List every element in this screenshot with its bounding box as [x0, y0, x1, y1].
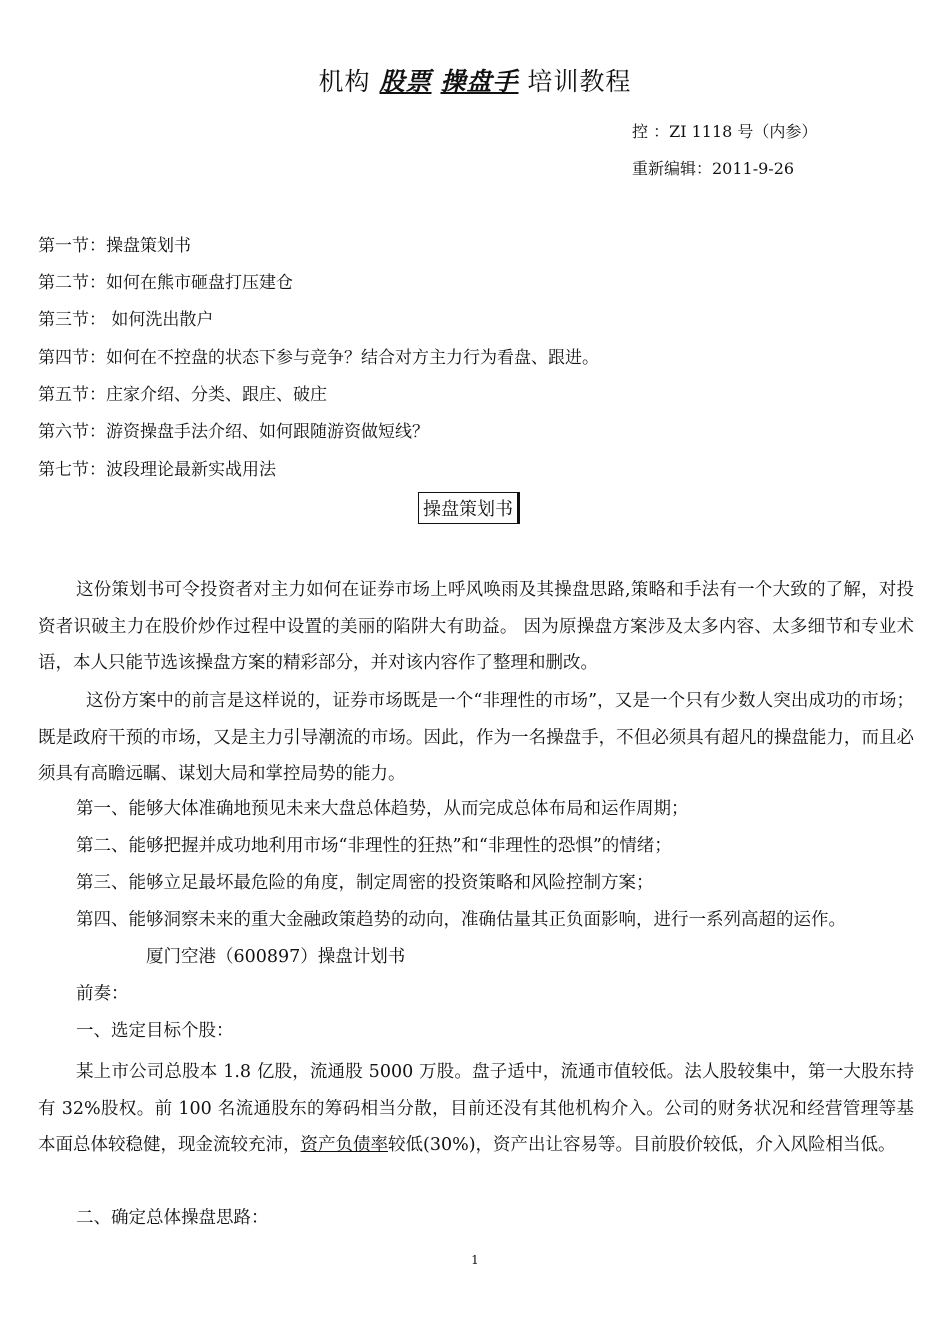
toc-item: 第五节：庄家介绍、分类、跟庄、破庄 — [38, 385, 327, 405]
step1-paragraph — [38, 1054, 914, 1164]
prelude-label: 前奏： — [76, 984, 129, 1004]
debt-ratio-link[interactable]: 资产负债率 — [300, 1135, 388, 1155]
title-suffix: 培训教程 — [518, 67, 632, 96]
toc-item: 第二节：如何在熊市砸盘打压建仓 — [38, 273, 293, 293]
step2-heading: 二、确定总体操盘思路： — [76, 1208, 269, 1228]
step1-text-a: 某上市公司总股本 1.8 亿股，流通股 5000 万股。盘子适中，流通市值较低。法人股较集中，第一大股东持有 32%股权。前 100 名流通股东的筹码相当分散，目前还没有其他机构介入。公司的财务状况和经营管理等基本面总体较稳健，现金流较充沛， — [38, 1062, 914, 1155]
toc-item: 第三节： 如何洗出散户 — [38, 310, 214, 330]
document-title — [0, 62, 950, 98]
document-code: 控 ：ZI 1118 号（内参） — [632, 122, 818, 141]
toc-item: 第四节：如何在不控盘的状态下参与竞争？结合对方主力行为看盘、跟进。 — [38, 348, 599, 368]
toc-item: 第六节：游资操盘手法介绍、如何跟随游资做短线？ — [38, 422, 429, 442]
ability-item: 第三、能够立足最坏最危险的角度，制定周密的投资策略和风险控制方案； — [76, 873, 654, 893]
section-heading-box: 操盘策划书 — [418, 492, 518, 524]
preface-paragraph: 这份方案中的前言是这样说的，证券市场既是一个“非理性的市场”，又是一个只有少数人突出成功的市场；既是政府干预的市场，又是主力引导潮流的市场。因此，作为一名操盘手，不但必须具有超凡的操盘能力，而且必须具有高瞻远瞩、谋划大局和掌控局势的能力。 — [38, 691, 914, 784]
edit-date: 重新编辑：2011-9-26 — [632, 159, 795, 178]
ability-item: 第四、能够洞察未来的重大金融政策趋势的动向，准确估量其正负面影响，进行一系列高超的运作。 — [76, 910, 846, 930]
toc-item: 第七节：波段理论最新实战用法 — [38, 460, 276, 480]
intro-paragraph: 这份策划书可令投资者对主力如何在证券市场上呼风唤雨及其操盘思路,策略和手法有一个大致的了解，对投资者识破主力在股价炒作过程中设置的美丽的陷阱大有助益。 因为原操盘方案涉及太多内容、太多细节和专业术语，本人只能节选该操盘方案的精彩部分，并对该内容作了整理和删改。 — [38, 580, 914, 673]
page-number: 1 — [471, 1253, 479, 1267]
title-highlight-trader: 操盘手 — [440, 67, 519, 96]
toc-item: 第一节：操盘策划书 — [38, 236, 191, 256]
title-prefix: 机构 — [318, 67, 380, 96]
step1-heading: 一、选定目标个股： — [76, 1021, 234, 1041]
step1-text-b: 较低(30%)，资产出让容易等。目前股价较低，介入风险相当低。 — [388, 1135, 896, 1155]
ability-item: 第一、能够大体准确地预见未来大盘总体趋势，从而完成总体布局和运作周期； — [76, 799, 689, 819]
plan-title: 厦门空港（600897）操盘计划书 — [146, 947, 406, 967]
title-highlight-stock: 股票 — [379, 67, 432, 96]
ability-item: 第二、能够把握并成功地利用市场“非理性的狂热”和“非理性的恐惧”的情绪； — [76, 836, 672, 856]
